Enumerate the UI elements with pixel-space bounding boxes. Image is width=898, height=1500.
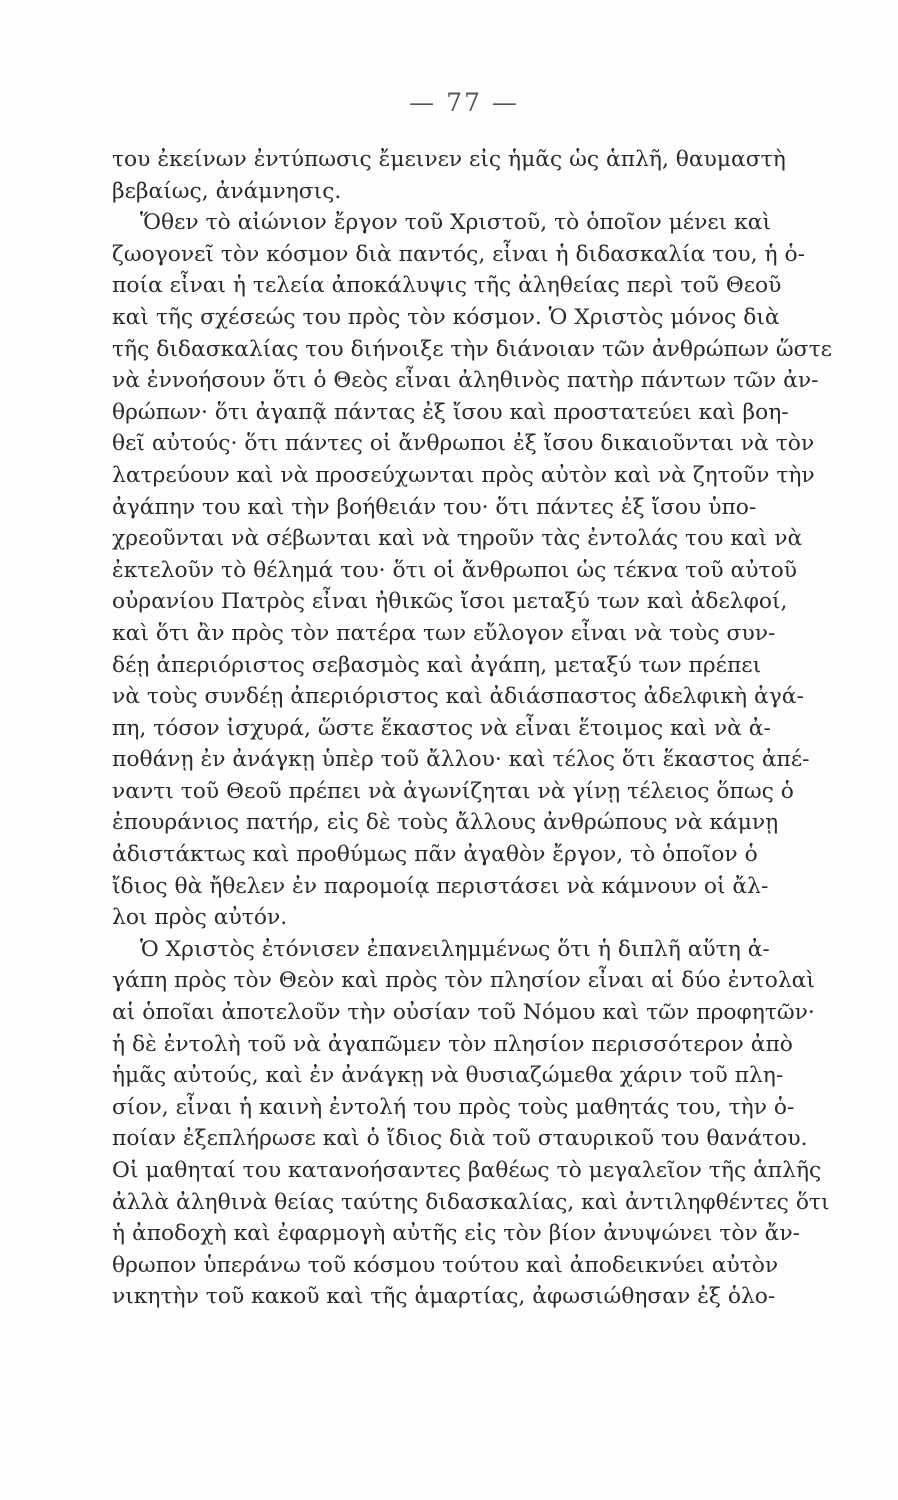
- text-line: ναντι τοῦ Θεοῦ πρέπει νὰ ἀγωνίζηται νὰ γίνῃ τέλειος ὅπως ὁ: [112, 778, 794, 804]
- text-line: πη, τόσον ἰσχυρά, ὥστε ἕκαστος νὰ εἶναι ἕτοιμος καὶ νὰ ἀ-: [112, 715, 771, 741]
- text-line: ἐπουράνιος πατήρ, εἰς δὲ τοὺς ἄλλους ἀνθρώπους νὰ κάμνῃ: [112, 810, 779, 836]
- body-text: [112, 144, 832, 1313]
- text-line: ἴδιος θὰ ἤθελεν ἐν παρομοίᾳ περιστάσει νὰ κάμνουν οἱ ἄλ-: [112, 873, 769, 899]
- text-line: ἡ δὲ ἐντολὴ τοῦ νὰ ἀγαπῶμεν τὸν πλησίον περισσότερον ἀπὸ: [112, 1031, 793, 1057]
- text-line: ζωογονεῖ τὸν κόσμον διὰ παντός, εἶναι ἡ διδασκαλία του, ἡ ὁ-: [112, 241, 805, 267]
- text-line: Ὁ Χριστὸς ἐτόνισεν ἐπανειλημμένως ὅτι ἡ διπλῆ αὕτη ἀ-: [140, 936, 770, 962]
- text-line: οὐρανίου Πατρὸς εἶναι ἠθικῶς ἴσοι μεταξύ των καὶ ἀδελφοί,: [112, 589, 788, 615]
- text-line: καὶ τῆς σχέσεώς του πρὸς τὸν κόσμον. Ὁ Χριστὸς μόνος διὰ: [112, 304, 780, 330]
- text-line: θρωπον ὑπεράνω τοῦ κόσμου τούτου καὶ ἀποδεικνύει αὐτὸν: [112, 1252, 779, 1278]
- text-line: του ἐκείνων ἐντύπωσις ἔμεινεν εἰς ἡμᾶς ὡς ἁπλῆ, θαυμαστὴ: [112, 147, 786, 172]
- text-line: ἀλλὰ ἀληθινὰ θείας ταύτης διδασκαλίας, καὶ ἀντιληφθέντες ὅτι: [112, 1189, 830, 1215]
- text-line: νικητὴν τοῦ κακοῦ καὶ τῆς ἁμαρτίας, ἀφωσιώθησαν ἐξ ὁλο-: [112, 1284, 776, 1310]
- text-line: ἐκτελοῦν τὸ θέλημά του· ὅτι οἱ ἄνθρωποι ὡς τέκνα τοῦ αὐτοῦ: [112, 557, 797, 583]
- text-line: λατρεύουν καὶ νὰ προσεύχωνται πρὸς αὐτὸν καὶ νὰ ζητοῦν τὴν: [112, 462, 815, 488]
- text-line: ποία εἶναι ἡ τελεία ἀποκάλυψις τῆς ἀληθείας περὶ τοῦ Θεοῦ: [112, 273, 782, 299]
- text-line: καὶ ὅτι ἂν πρὸς τὸν πατέρα των εὔλογον εἶναι νὰ τοὺς συν-: [112, 620, 776, 646]
- text-line: γάπη πρὸς τὸν Θεὸν καὶ πρὸς τὸν πλησίον εἶναι αἱ δύο ἐντολαὶ: [112, 968, 815, 994]
- text-line: ἡ ἀποδοχὴ καὶ ἐφαρμογὴ αὐτῆς εἰς τὸν βίον ἀνυψώνει τὸν ἄν-: [112, 1221, 801, 1247]
- page-number: — 77 —: [409, 88, 519, 117]
- text-line: ἀδιστάκτως καὶ προθύμως πᾶν ἀγαθὸν ἔργον, τὸ ὁποῖον ὁ: [112, 842, 758, 868]
- text-line: ποθάνῃ ἐν ἀνάγκῃ ὑπὲρ τοῦ ἄλλου· καὶ τέλος ὅτι ἕκαστος ἀπέ-: [112, 747, 810, 773]
- text-line: νὰ ἐννοήσουν ὅτι ὁ Θεὸς εἶναι ἀληθινὸς πατὴρ πάντων τῶν ἀν-: [112, 368, 819, 394]
- text-line: αἱ ὁποῖαι ἀποτελοῦν τὴν οὐσίαν τοῦ Νόμου καὶ τῶν προφητῶν·: [112, 1000, 815, 1026]
- text-line: ἡμᾶς αὐτούς, καὶ ἐν ἀνάγκῃ νὰ θυσιαζώμεθα χάριν τοῦ πλη-: [112, 1063, 784, 1089]
- text-line: σίον, εἶναι ἡ καινὴ ἐντολή του πρὸς τοὺς μαθητάς του, τὴν ὁ-: [112, 1094, 795, 1120]
- paragraph: [112, 144, 786, 207]
- text-line: βεβαίως, ἀνάμνησις.: [112, 178, 342, 204]
- text-line: θεῖ αὐτούς· ὅτι πάντες οἱ ἄνθρωποι ἐξ ἴσου δικαιοῦνται νὰ τὸν: [112, 431, 815, 457]
- paragraph: [112, 934, 830, 1313]
- text-line: θρώπων· ὅτι ἀγαπᾷ πάντας ἐξ ἴσου καὶ προστατεύει καὶ βοη-: [112, 399, 789, 425]
- text-line: δέῃ ἀπεριόριστος σεβασμὸς καὶ ἀγάπη, μεταξύ των πρέπει: [112, 652, 762, 678]
- text-line: λοι πρὸς αὐτόν.: [112, 905, 288, 931]
- paragraph: [112, 207, 832, 934]
- text-line: ἀγάπην του καὶ τὴν βοήθειάν του· ὅτι πάντες ἐξ ἴσου ὑπο-: [112, 494, 757, 520]
- text-line: τῆς διδασκαλίας του διήνοιξε τὴν διάνοιαν τῶν ἀνθρώπων ὥστε: [112, 336, 832, 362]
- text-line: Ὅθεν τὸ αἰώνιον ἔργον τοῦ Χριστοῦ, τὸ ὁποῖον μένει καὶ: [140, 210, 771, 236]
- text-line: ποίαν ἐξεπλήρωσε καὶ ὁ ἴδιος διὰ τοῦ σταυρικοῦ του θανάτου.: [112, 1126, 808, 1152]
- text-line: Οἱ μαθηταί του κατανοήσαντες βαθέως τὸ μεγαλεῖον τῆς ἁπλῆς: [112, 1158, 822, 1183]
- text-line: χρεοῦνται νὰ σέβωνται καὶ νὰ τηροῦν τὰς ἐντολάς του καὶ νὰ: [112, 526, 803, 552]
- text-line: νὰ τοὺς συνδέῃ ἀπεριόριστος καὶ ἀδιάσπαστος ἀδελφικὴ ἀγά-: [112, 684, 804, 710]
